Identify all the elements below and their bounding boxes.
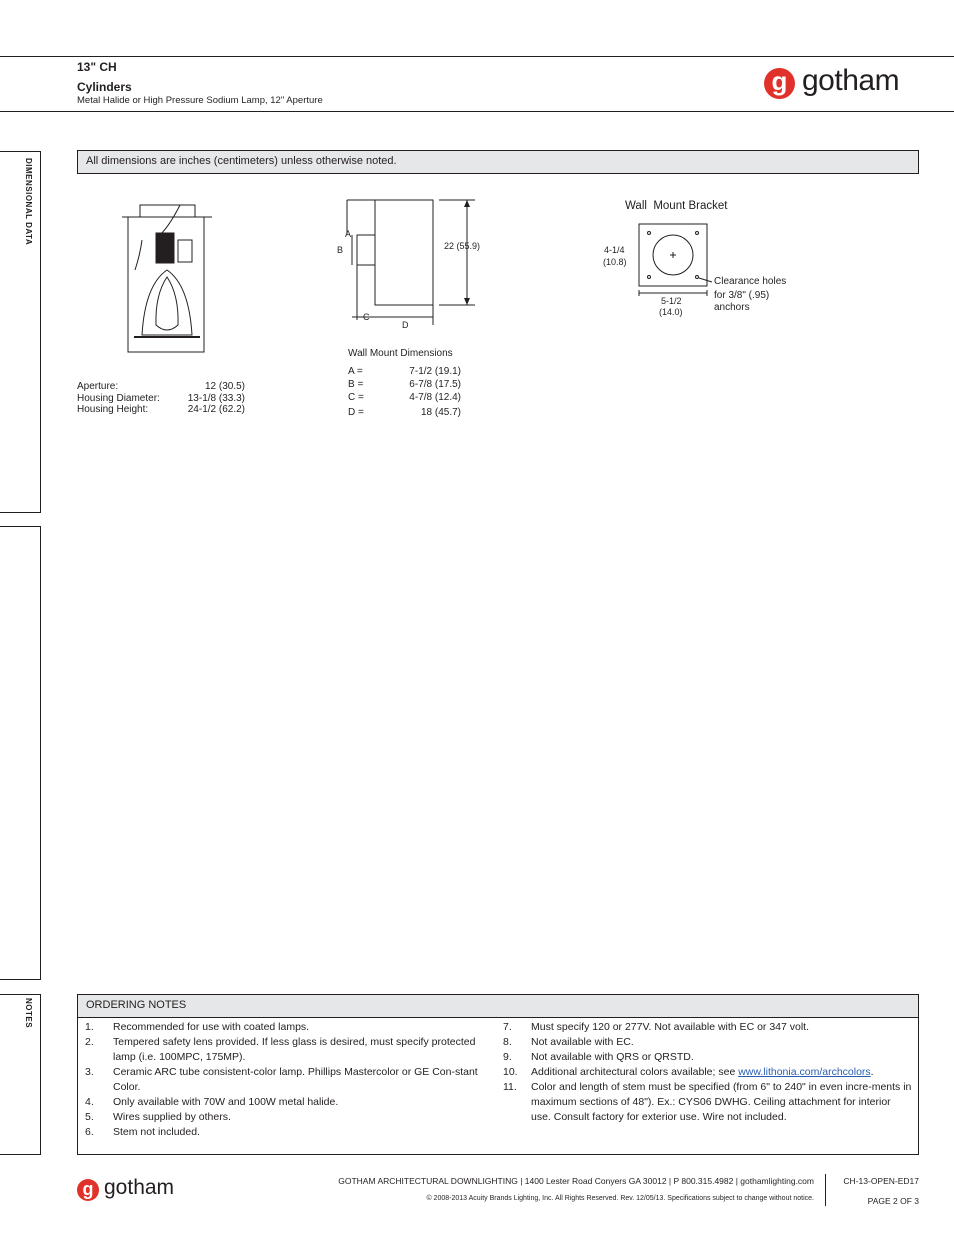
subtitle: Metal Halide or High Pressure Sodium Lamp, 12" Aperture bbox=[77, 95, 323, 106]
logo-mark-icon: g bbox=[764, 68, 795, 99]
archcolors-link[interactable]: www.lithonia.com/archcolors bbox=[738, 1066, 871, 1078]
note-item: 10. Additional architectural colors available; see www.lithonia.com/archcolors. bbox=[503, 1066, 874, 1078]
note-item: 7. Must specify 120 or 277V. Not available with EC or 347 volt. bbox=[503, 1021, 810, 1033]
bracket-width-in: 5-1/2 bbox=[661, 296, 682, 306]
wm-b-label: B bbox=[337, 245, 344, 255]
footer-logo bbox=[77, 1178, 187, 1204]
wm-a-label: A bbox=[345, 229, 352, 239]
note-item: 9. Not available with QRS or QRSTD. bbox=[503, 1051, 694, 1063]
model-title: 13" CH bbox=[77, 60, 117, 74]
bracket-title: Wall Mount Bracket bbox=[625, 200, 728, 212]
bracket-height-in: 4-1/4 bbox=[604, 245, 625, 255]
wm-table-title: Wall Mount Dimensions bbox=[348, 348, 453, 359]
side-tab-dimensional bbox=[0, 151, 41, 513]
wm-label-d: D = bbox=[348, 407, 364, 418]
housing-label-aperture: Aperture: bbox=[77, 381, 119, 392]
wm-value-a: 7-1/2 (19.1) bbox=[409, 366, 461, 377]
header-top-rule bbox=[0, 56, 954, 57]
footer-page: PAGE 2 OF 3 bbox=[867, 1196, 919, 1206]
ordering-notes-right bbox=[503, 1020, 913, 1125]
wm-c-label: C bbox=[363, 312, 370, 322]
wm-value-b: 6-7/8 (17.5) bbox=[409, 379, 461, 390]
note-item: 3. Ceramic ARC tube consistent-color lamp. Phillips Mastercolor or GE Con-stant Color. bbox=[85, 1066, 478, 1093]
wm-d-label: D bbox=[402, 320, 409, 330]
housing-label-height: Housing Height: bbox=[77, 404, 149, 415]
side-label-dimensional: DIMENSIONAL DATA bbox=[24, 158, 33, 246]
ordering-notes-header: ORDERING NOTES bbox=[77, 994, 919, 1018]
housing-label-diameter: Housing Diameter: bbox=[77, 393, 160, 404]
logo-wordmark: gotham bbox=[802, 64, 900, 97]
bracket-height-cm: (10.8) bbox=[603, 257, 627, 267]
clearance-line-2: for 3/8" (.95) bbox=[714, 290, 770, 301]
wm-label-b: B = bbox=[348, 379, 364, 390]
wm-height-label: 22 (55.9) bbox=[444, 241, 481, 251]
clearance-line-1: Clearance holes bbox=[714, 276, 787, 287]
dimension-note-bar: All dimensions are inches (centimeters) unless otherwise noted. bbox=[77, 150, 919, 174]
wall-mount-drawing bbox=[335, 195, 485, 335]
housing-drawing bbox=[120, 195, 215, 355]
side-label-notes: NOTES bbox=[24, 998, 33, 1029]
note-item: 4. Only available with 70W and 100W metal halide. bbox=[85, 1096, 339, 1108]
footer-copyright: © 2008-2013 Acuity Brands Lighting, Inc. All Rights Reserved. Rev. 12/05/13. Specifications subject to change without notice. bbox=[426, 1195, 814, 1202]
ordering-notes-left bbox=[85, 1020, 485, 1140]
bracket-width-cm: (14.0) bbox=[659, 307, 683, 317]
wm-label-c: C = bbox=[348, 392, 364, 403]
footer-doc-code: CH-13-OPEN-ED17 bbox=[843, 1176, 919, 1186]
family-title: Cylinders bbox=[77, 80, 132, 94]
note-item: 1. Recommended for use with coated lamps. bbox=[85, 1021, 310, 1033]
footer-company-line: GOTHAM ARCHITECTURAL DOWNLIGHTING | 1400 Lester Road Conyers GA 30012 | P 800.315.4982 | gothamlighting.com bbox=[338, 1176, 814, 1186]
side-tab-blank bbox=[0, 526, 41, 980]
note-item: 11. Color and length of stem must be specified (from 6" to 240" in even incre-ments in maximum sections of 48"). Ex.: CYS06 DWHG. Ceiling attachment for interior use. Consult factory for exterior use. Wire not included. bbox=[503, 1081, 912, 1123]
footer-divider bbox=[825, 1174, 826, 1206]
housing-value-diameter: 13-1/8 (33.3) bbox=[187, 393, 245, 404]
side-tab-notes bbox=[0, 994, 41, 1155]
note-item: 8. Not available with EC. bbox=[503, 1036, 634, 1048]
wm-value-d: 18 (45.7) bbox=[420, 407, 461, 418]
footer-logo-mark-icon: g bbox=[77, 1179, 99, 1201]
footer-logo-wordmark: gotham bbox=[104, 1176, 175, 1199]
note-item: 6. Stem not included. bbox=[85, 1126, 200, 1138]
header-bottom-rule bbox=[0, 111, 954, 112]
wm-label-a: A = bbox=[348, 366, 363, 377]
housing-value-height: 24-1/2 (62.2) bbox=[187, 404, 245, 415]
brand-logo bbox=[764, 66, 914, 102]
clearance-line-3: anchors bbox=[714, 302, 750, 313]
note-item: 2. Tempered safety lens provided. If less glass is desired, must specify protected lamp (i.e. 100MPC, 175MP). bbox=[85, 1036, 476, 1063]
wm-value-c: 4-7/8 (12.4) bbox=[409, 392, 461, 403]
note-item: 5. Wires supplied by others. bbox=[85, 1111, 231, 1123]
housing-value-aperture: 12 (30.5) bbox=[204, 381, 245, 392]
